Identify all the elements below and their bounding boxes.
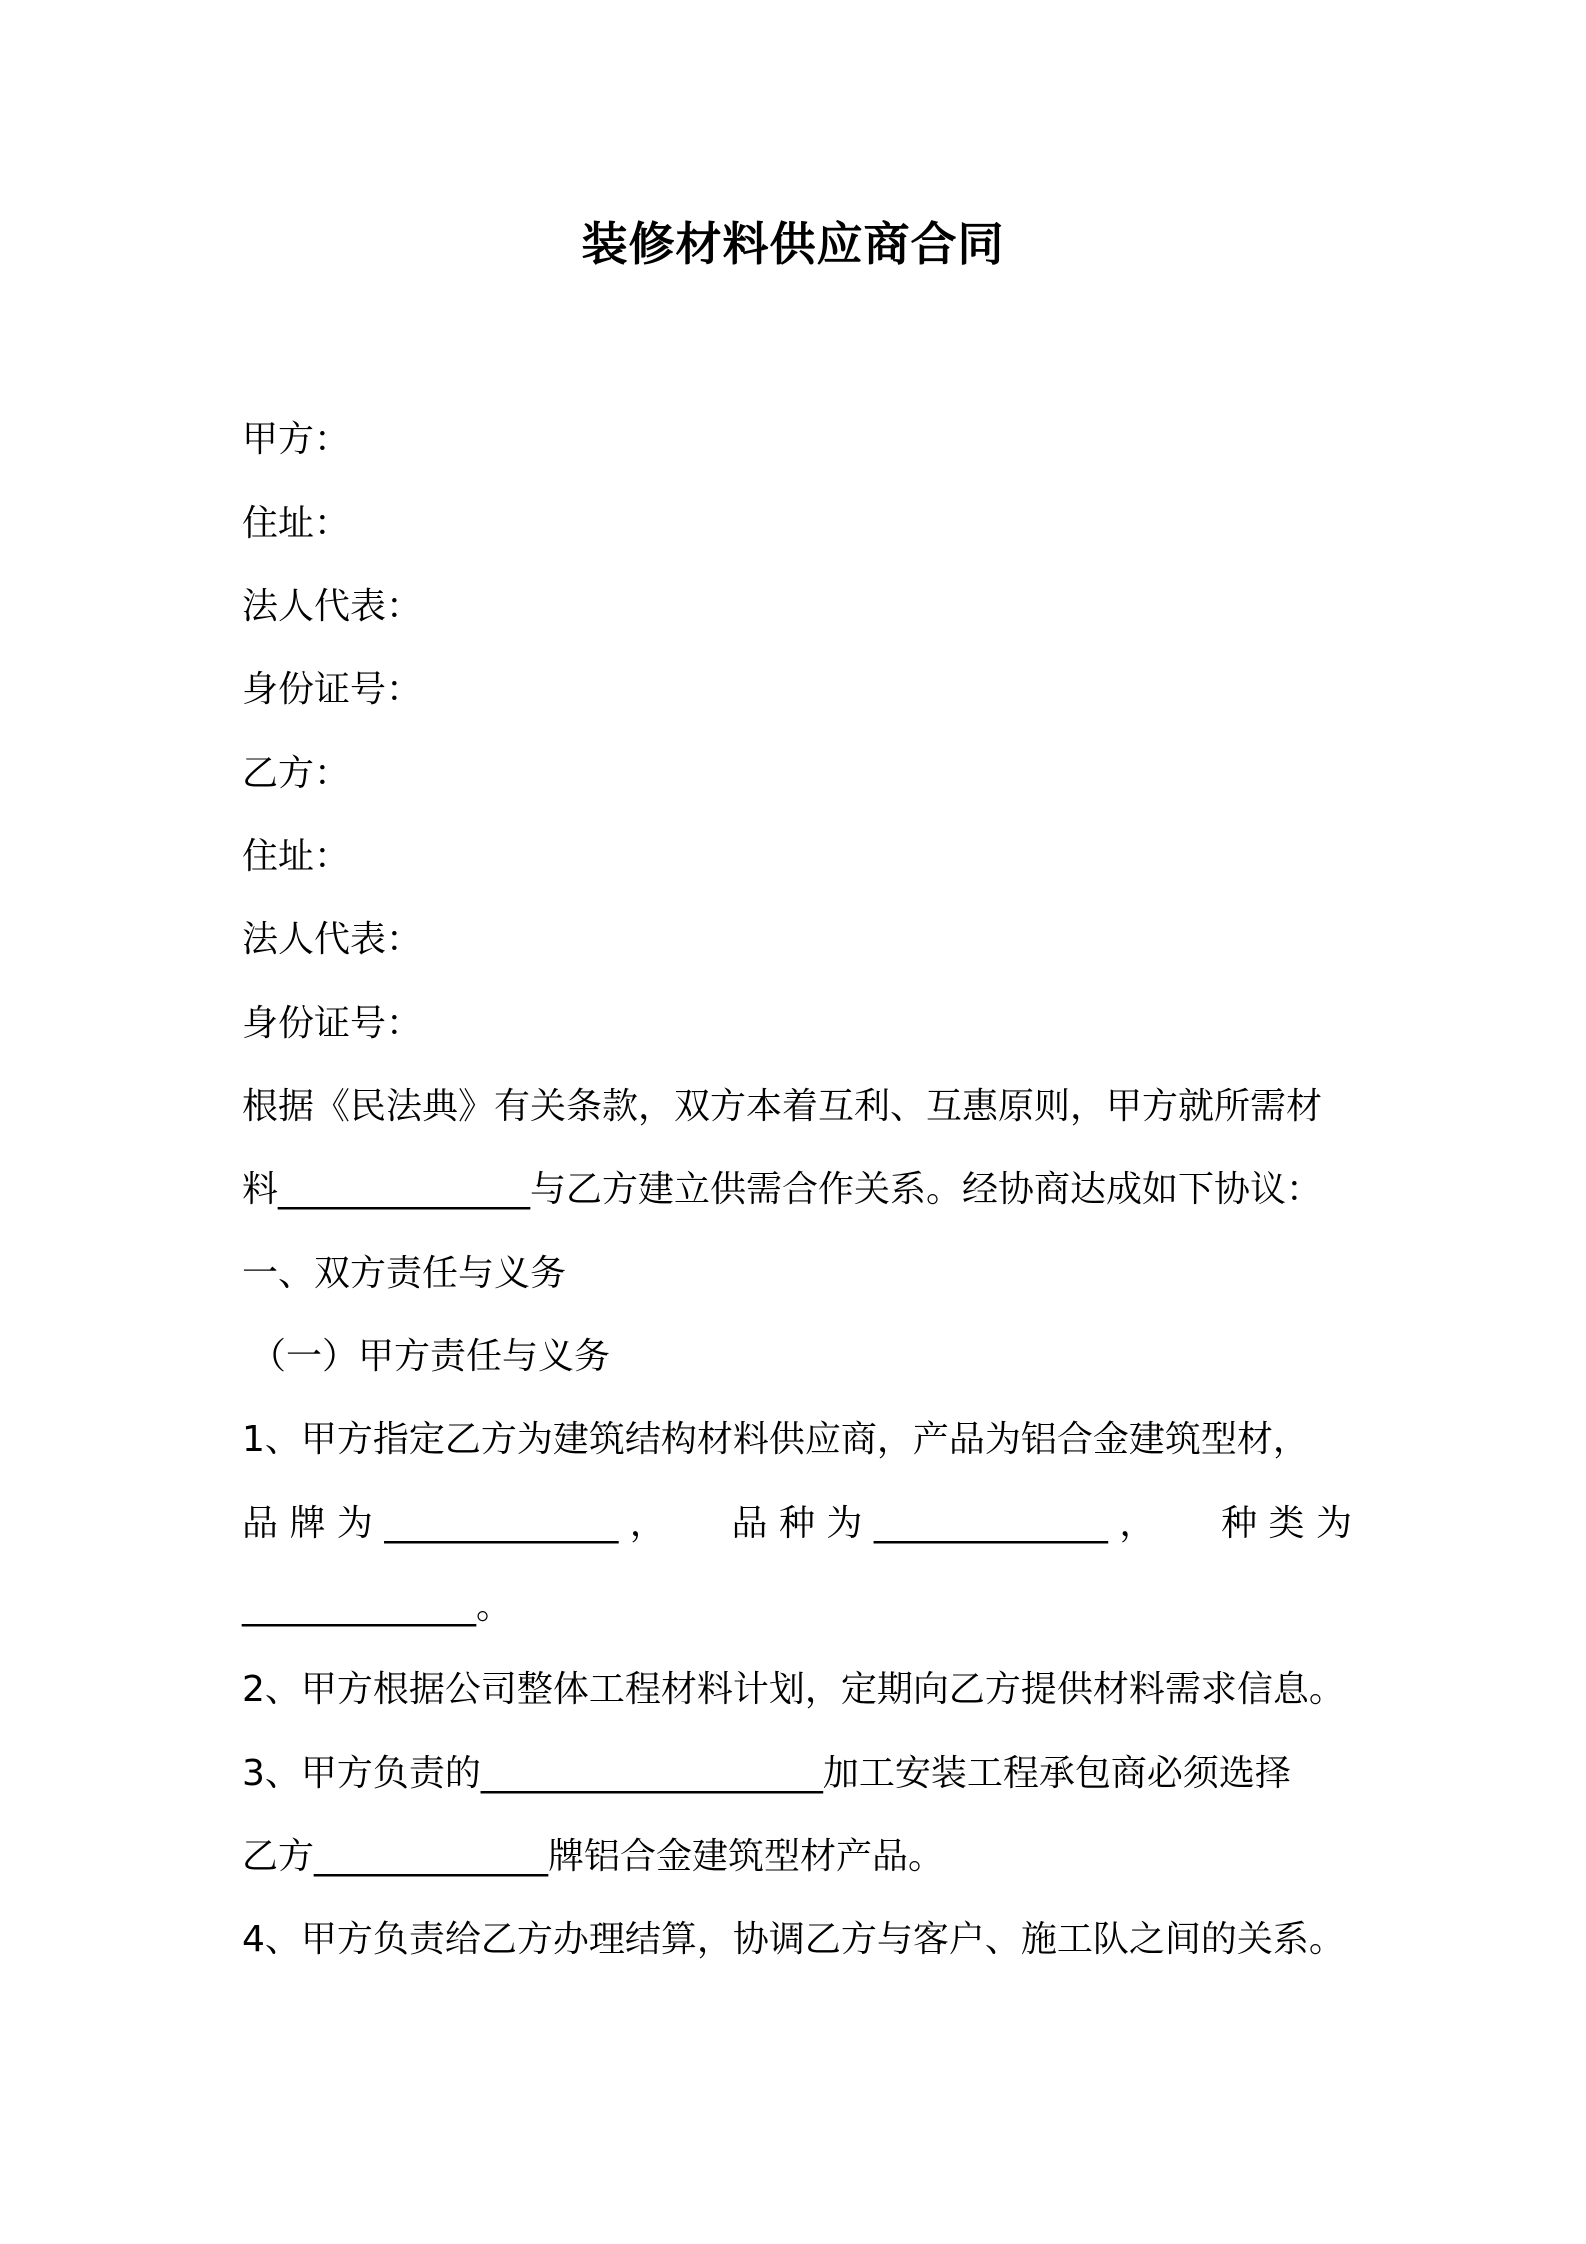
party-a-address-label: 住址： <box>242 503 351 544</box>
preamble-line-2: 料______________与乙方建立供需合作关系。经协商达成如下协议： <box>242 1169 1323 1210</box>
subsection-heading: （一）甲方责任与义务 <box>250 1336 611 1377</box>
contract-title: 装修材料供应商合同 <box>581 217 1005 271</box>
section-heading: 一、双方责任与义务 <box>242 1253 567 1294</box>
party-a-legal-rep-label: 法人代表： <box>242 586 423 627</box>
preamble-line-1: 根据《民法典》有关条款，双方本着互利、互惠原则，甲方就所需材 <box>242 1086 1323 1127</box>
party-b-legal-rep-label: 法人代表： <box>242 919 423 960</box>
party-a-id-label: 身份证号： <box>242 669 423 710</box>
party-a-name-label: 甲方： <box>242 419 351 460</box>
clause-1-brand-blank: 品 牌 为 _____________ ， <box>242 1503 666 1544</box>
clause-3-line-2: 乙方_____________牌铝合金建筑型材产品。 <box>242 1836 945 1877</box>
clause-1-line-3: _____________。 <box>242 1586 512 1627</box>
clause-4: 4、甲方负责给乙方办理结算，协调乙方与客户、施工队之间的关系。 <box>242 1919 1345 1960</box>
clause-1-line-2 <box>242 1500 1352 1548</box>
party-b-address-label: 住址： <box>242 836 351 877</box>
clause-1-line-1: 1、甲方指定乙方为建筑结构材料供应商，产品为铝合金建筑型材， <box>242 1419 1309 1460</box>
clause-1-type-label: 种 类 为 <box>1221 1503 1352 1544</box>
party-b-id-label: 身份证号： <box>242 1003 423 1044</box>
clause-3-line-1: 3、甲方负责的___________________加工安装工程承包商必须选择 <box>242 1753 1291 1794</box>
clause-1-variety-blank: 品 种 为 _____________ ， <box>731 1503 1156 1544</box>
party-b-name-label: 乙方： <box>242 753 351 794</box>
clause-2: 2、甲方根据公司整体工程材料计划，定期向乙方提供材料需求信息。 <box>242 1669 1345 1710</box>
